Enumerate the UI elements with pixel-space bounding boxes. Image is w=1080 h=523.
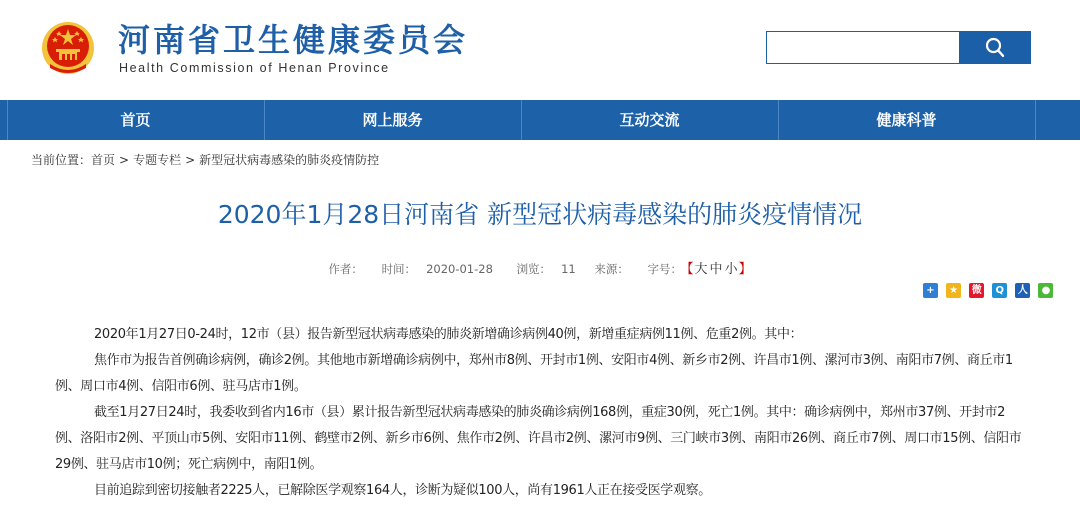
article-paragraph: 截至1月27日24时，我委收到省内16市（县）累计报告新型冠状病毒感染的肺炎确诊病例168例，重症30例，死亡1例。其中：确诊病例中，郑州市37例、开封市2例、洛阳市2例、平顶山市5例、安阳市11例、鹤壁市2例、新乡市6例、焦作市2例、许昌市2例、漯河市9例、三门峡市3例、南阳市26例、商丘市7例、周口市15例、信阳市29例、驻马店市10例；死亡病例中，南阳1例。 [55,405,1022,472]
time-label: 时间： [381,262,417,276]
article-content [55,322,1025,504]
breadcrumb-separator: > [185,153,196,167]
article-paragraph: 目前追踪到密切接触者2225人，已解除医学观察164人，诊断为疑似100人，尚有1961人正在接受医学观察。 [94,483,711,498]
nav-divider [1035,100,1036,140]
nav-item-home[interactable]: 首页 [120,111,151,129]
article-paragraph: 2020年1月27日0-24时，12市（县）报告新型冠状病毒感染的肺炎新增确诊病例40例，新增重症病例11例、危重2例。其中： [94,327,803,342]
breadcrumb-separator: > [119,153,130,167]
breadcrumb-label: 当前位置： [31,153,92,167]
breadcrumb [31,152,379,168]
site-title[interactable]: 河南省卫生健康委员会 [118,21,469,59]
breadcrumb-item-home[interactable]: 首页 [91,153,116,167]
article-meta [0,262,1080,277]
author-label: 作者： [328,262,363,276]
views-label: 浏览： [516,262,552,276]
time-value: 2020-01-28 [426,262,493,276]
font-size-small-link[interactable]: 小 [724,262,738,277]
nav-item-online-services[interactable]: 网上服务 [362,111,423,129]
qzone-icon[interactable]: ★ [946,283,961,298]
main-nav [0,100,1080,140]
share-bar [923,283,1056,299]
site-header [0,0,1080,100]
source-label: 来源： [594,262,629,276]
weibo-icon[interactable]: 微 [969,283,984,298]
nav-item-health-science[interactable]: 健康科普 [876,111,937,129]
search-icon [985,37,1005,58]
search-button[interactable] [959,31,1031,64]
renren-icon[interactable]: 人 [1015,283,1030,298]
views-value: 11 [561,262,576,276]
font-size-large-link[interactable]: 大 [694,262,708,277]
nav-item-interaction[interactable]: 互动交流 [619,111,680,129]
font-size-label: 字号： [647,262,683,276]
wechat-icon[interactable]: ● [1038,283,1053,298]
site-subtitle: Health Commission of Henan Province [119,61,390,75]
qq-icon[interactable]: Q [992,283,1007,298]
share-plus-icon[interactable]: + [923,283,938,298]
national-emblem-icon[interactable] [40,20,96,76]
font-size-medium-link[interactable]: 中 [709,262,723,277]
article-paragraph: 焦作市为报告首例确诊病例，确诊2例。其他地市新增确诊病例中，郑州市8例、开封市1例、安阳市4例、新乡市2例、许昌市1例、漯河市3例、南阳市7例、商丘市1例、周口市4例、信阳市6例、驻马店市1例。 [55,353,1013,394]
article-title: 2020年1月28日河南省 新型冠状病毒感染的肺炎疫情情况 [217,200,863,229]
breadcrumb-item-epidemic-control[interactable]: 新型冠状病毒感染的肺炎疫情防控 [199,153,380,167]
font-size-bracket-open: 【 [687,262,694,277]
breadcrumb-item-special-topics[interactable]: 专题专栏 [133,153,182,167]
font-size-bracket-close: 】 [738,262,752,277]
search-input[interactable] [766,31,959,64]
